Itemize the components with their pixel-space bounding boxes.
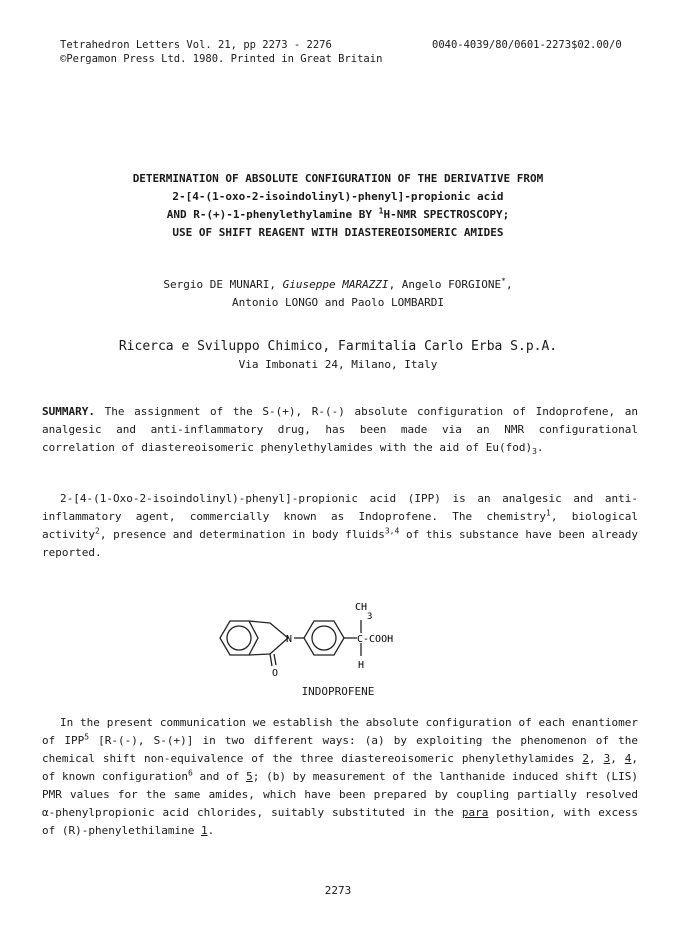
journal-header xyxy=(60,38,382,66)
affiliation-line-2: Via Imbonati 24, Milano, Italy xyxy=(238,358,438,371)
compound-ref-3: 3 xyxy=(603,752,611,765)
paper-title xyxy=(60,170,616,242)
journal-line: Tetrahedron Letters Vol. 21, pp 2273 - 2276 xyxy=(60,39,332,51)
compound-ref-4: 4 xyxy=(624,752,632,765)
summary-label: SUMMARY. xyxy=(42,405,95,418)
methyl-label: CH3 xyxy=(355,602,373,622)
article-code: 0040-4039/80/0601-2273$02.00/0 xyxy=(432,39,622,51)
intro-paragraph: 2-[4-(1-Oxo-2-isoindolinyl)-phenyl]-propionic acid (IPP) is an analgesic and anti-inflammatory agent, commercially known as Indoprofene. The chemistry$^1$, biological activity$^2$, presence and determination in body fluids$^{3,4}$ of this substance have been already reported. xyxy=(42,492,638,559)
para-term: para xyxy=(461,806,489,819)
nitrogen-label: N xyxy=(286,634,293,645)
main-paragraph: In the present communication we establish the absolute configuration of each enantiomer of IPP$^5$ [R-(-), S-(+)] in two different ways: (a) by exploiting the phenomenon of the chemical shift non-equivalence of the three diastereoisomeric phenylethylamides 2, 3, 4, of known configuration$^6$ and of 5; (b) by measurement of the lanthanide induced shift (LIS) PMR values for the same amides, which have been prepared by coupling partially resolved α-phenylpropionic acid chlorides, suitably substituted in the para position, with excess of (R)-phenylethilamine 1. xyxy=(42,716,639,837)
indoprofene-structure xyxy=(200,598,440,678)
authors-line-1: Sergio DE MUNARI, Giuseppe MARAZZI, Angelo FORGIONE*, xyxy=(163,276,513,291)
carboxyl-label: C-COOH xyxy=(357,634,394,645)
lactam-ring xyxy=(249,621,288,655)
title-line-1: DETERMINATION OF ABSOLUTE CONFIGURATION OF THE DERIVATIVE FROM xyxy=(132,172,544,185)
affiliation-line-1: Ricerca e Sviluppo Chimico, Farmitalia Carlo Erba S.p.A. xyxy=(118,339,558,354)
authors-line-2: Antonio LONGO and Paolo LOMBARDI xyxy=(232,296,444,309)
compound-ref-5: 5 xyxy=(246,770,253,783)
compound-ref-1: 1 xyxy=(200,824,208,837)
hydrogen-label: H xyxy=(358,660,365,671)
compound-ref-2: 2 xyxy=(582,752,589,765)
affiliation xyxy=(60,338,616,374)
publisher-line: ©Pergamon Press Ltd. 1980. Printed in Great Britain xyxy=(60,53,383,65)
summary: SUMMARY. The assignment of the S-(+), R-(-) absolute configuration of Indoprofene, an analgesic and anti-inflammatory drug, has been made via an NMR configurational correlation of diastereoisomeric phenylethylamides with the aid of $Eu(fod)_3$. xyxy=(42,405,638,457)
title-line-2: 2-[4-(1-oxo-2-isoindolinyl)-phenyl]-propionic acid xyxy=(172,190,504,203)
page-number: 2273 xyxy=(324,884,352,897)
structure-caption: INDOPROFENE xyxy=(301,685,375,698)
title-line-4: USE OF SHIFT REAGENT WITH DIASTEREOISOMERIC AMIDES xyxy=(172,226,504,239)
oxygen-label: O xyxy=(272,668,279,678)
author-list xyxy=(60,276,616,312)
summary-text: The assignment of the S-(+), R-(-) absolute configuration of Indoprofene, an analgesic and anti-inflammatory drug, has been made via an NMR configurational correlation of diastereoisomeric phenylethylamides with the aid of Eu(fod) xyxy=(42,405,638,454)
title-line-3: AND R-(+)-1-phenylethylamine BY $^1$H-NMR SPECTROSCOPY; xyxy=(166,206,510,221)
